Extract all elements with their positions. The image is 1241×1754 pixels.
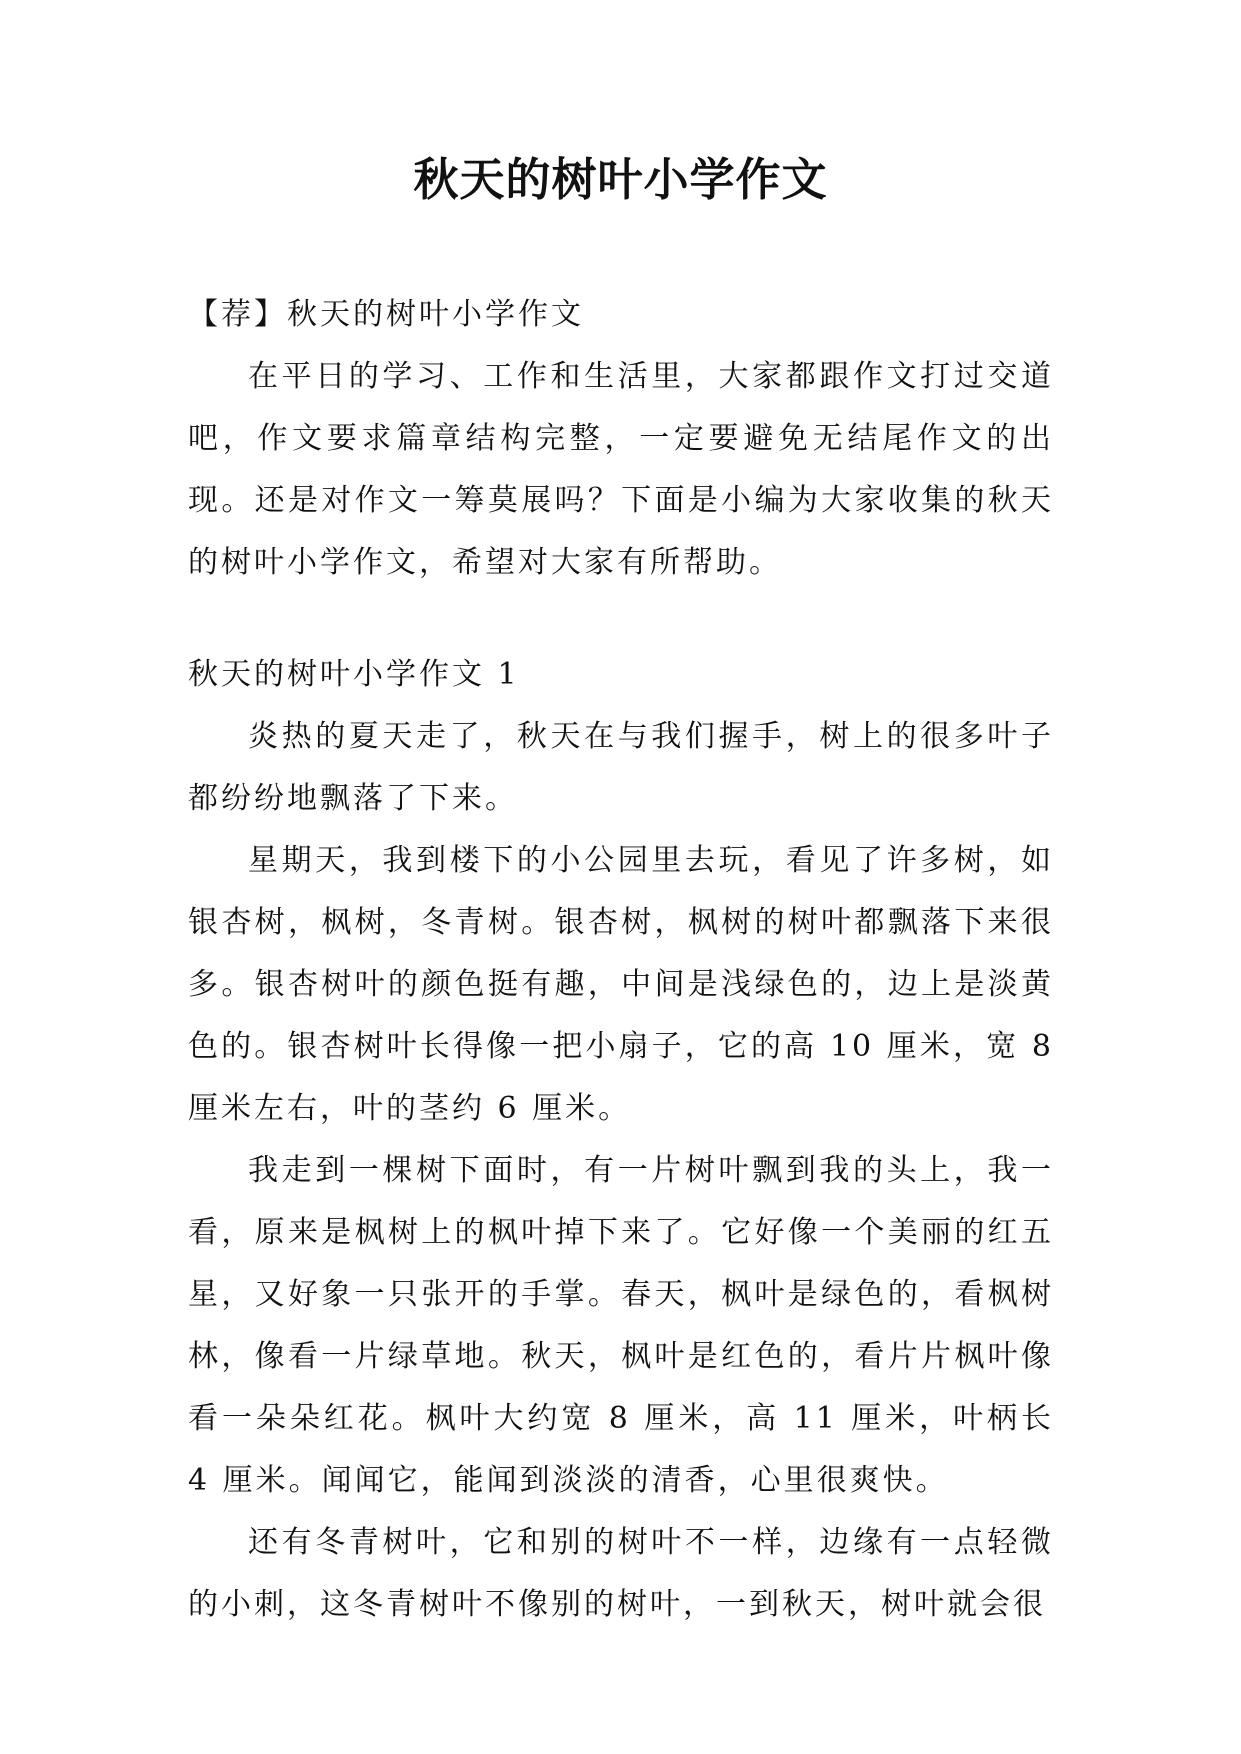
document-body	[188, 284, 1054, 1636]
document-title: 秋天的树叶小学作文	[413, 153, 828, 206]
essay-paragraph: 炎热的夏天走了，秋天在与我们握手，树上的很多叶子都纷纷地飘落了下来。	[188, 719, 1054, 816]
intro-paragraph: 在平日的学习、工作和生活里，大家都跟作文打过交道吧，作文要求篇章结构完整，一定要避免无结尾作文的出现。还是对作文一筹莫展吗？下面是小编为大家收集的秋天的树叶小学作文，希望对大家有所帮助。	[188, 359, 1054, 580]
essay-paragraph: 星期天，我到楼下的小公园里去玩，看见了许多树，如银杏树，枫树，冬青树。银杏树，枫树的树叶都飘落下来很多。银杏树叶的颜色挺有趣，中间是浅绿色的，边上是淡黄色的。银杏树叶长得像一把小扇子，它的高 10 厘米，宽 8 厘米左右，叶的茎约 6 厘米。	[188, 843, 1054, 1126]
essay-paragraph: 我走到一棵树下面时，有一片树叶飘到我的头上，我一看，原来是枫树上的枫叶掉下来了。它好像一个美丽的红五星，又好象一只张开的手掌。春天，枫叶是绿色的，看枫树林，像看一片绿草地。秋天，枫叶是红色的，看片片枫叶像看一朵朵红花。枫叶大约宽 8 厘米，高 11 厘米，叶柄长 4 厘米。闻闻它，能闻到淡淡的清香，心里很爽快。	[188, 1153, 1054, 1498]
recommend-line: 【荐】秋天的树叶小学作文	[188, 297, 584, 332]
essay-heading: 秋天的树叶小学作文 1	[188, 657, 520, 692]
essay-paragraph: 还有冬青树叶，它和别的树叶不一样，边缘有一点轻微的小刺，这冬青树叶不像别的树叶，一到秋天，树叶就会很	[188, 1525, 1054, 1622]
